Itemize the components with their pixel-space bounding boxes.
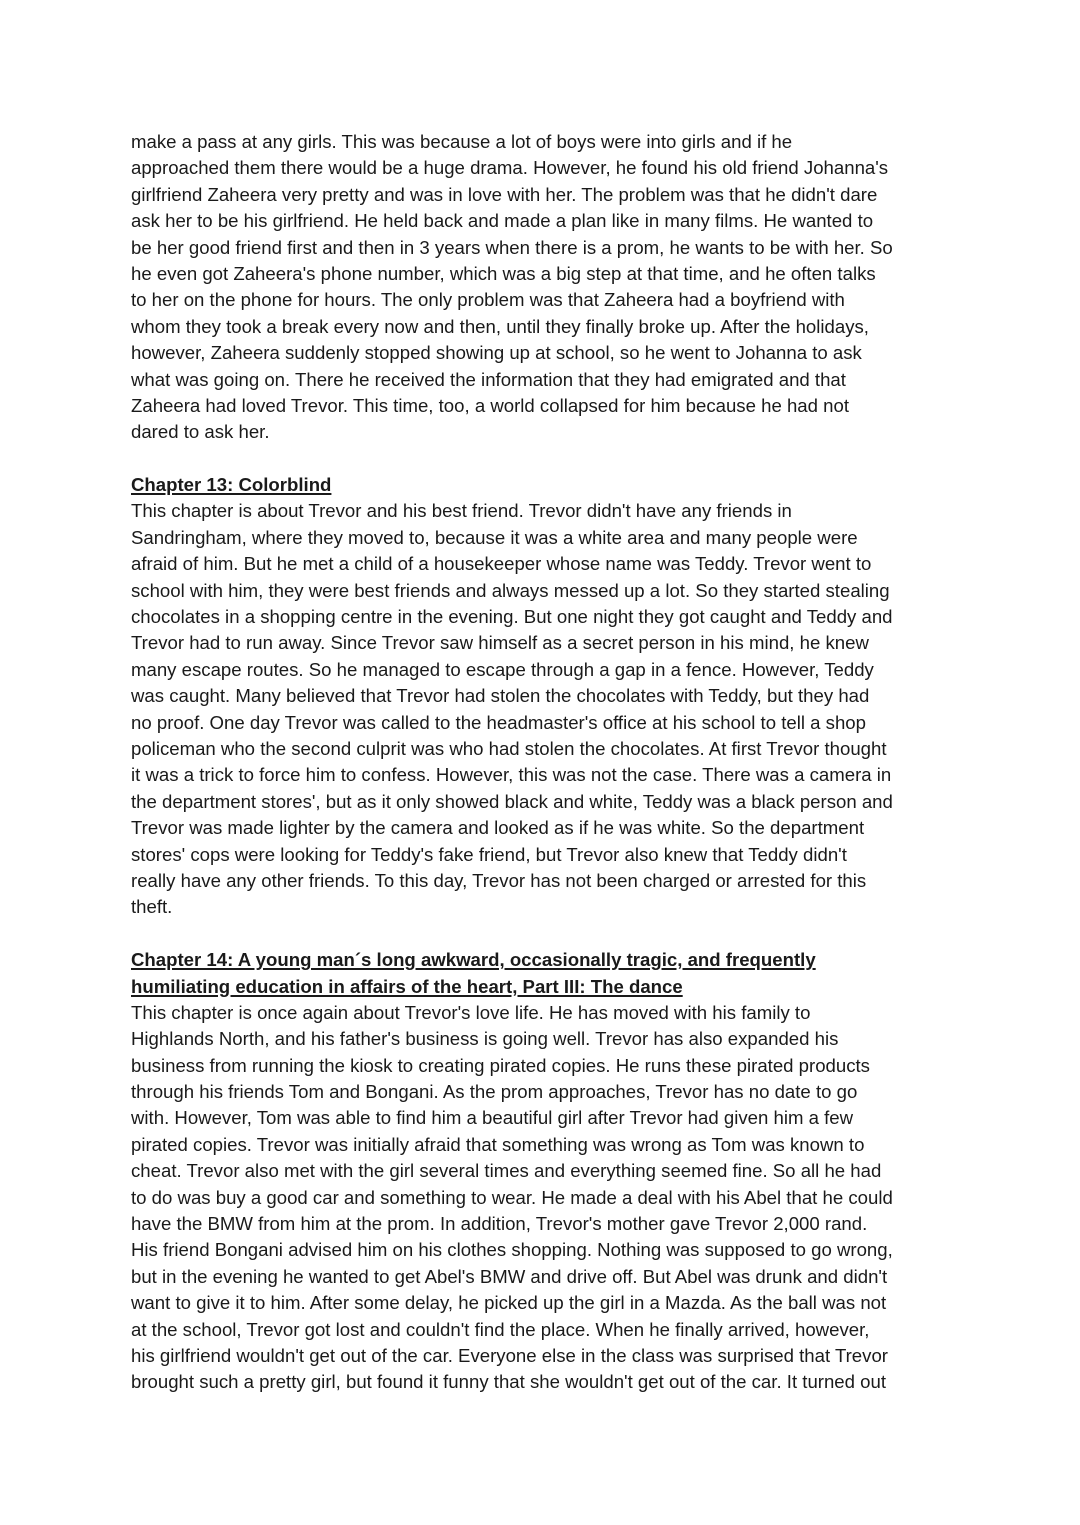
- paragraph-line: business from running the kiosk to creating pirated copies. He runs these pirated products: [131, 1054, 870, 1076]
- chapter-14-heading: [131, 947, 961, 1000]
- paragraph-line: Zaheera had loved Trevor. This time, too, a world collapsed for him because he had not: [131, 394, 849, 416]
- chapter-13-paragraph: [131, 498, 961, 920]
- paragraph-line: brought such a pretty girl, but found it funny that she wouldn't get out of the car. It turned out: [131, 1371, 887, 1393]
- paragraph-line: His friend Bongani advised him on his clothes shopping. Nothing was supposed to go wrong,: [131, 1239, 893, 1261]
- paragraph-line: Trevor was made lighter by the camera and looked as if he was white. So the department: [131, 817, 865, 839]
- paragraph-line: cheat. Trevor also met with the girl several times and everything seemed fine. So all he had: [131, 1160, 882, 1182]
- paragraph-line: This chapter is once again about Trevor's love life. He has moved with his family to: [131, 1001, 811, 1023]
- paragraph-line: whom they took a break every now and then, until they finally broke up. After the holidays,: [131, 315, 869, 337]
- paragraph-line: want to give it to him. After some delay, he picked up the girl in a Mazda. As the ball was not: [131, 1292, 887, 1314]
- document-page: [131, 129, 961, 1396]
- paragraph-line: with. However, Tom was able to find him a beautiful girl after Trevor had given him a few: [131, 1107, 854, 1129]
- paragraph-line: at the school, Trevor got lost and couldn't find the place. When he finally arrived, however,: [131, 1318, 870, 1340]
- paragraph-line: but in the evening he wanted to get Abel's BMW and drive off. But Abel was drunk and didn't: [131, 1265, 888, 1287]
- paragraph-line: many escape routes. So he managed to escape through a gap in a fence. However, Teddy: [131, 658, 874, 680]
- paragraph-line: be her good friend first and then in 3 years when there is a prom, he wants to be with her. So: [131, 236, 893, 258]
- paragraph-line: approached them there would be a huge drama. However, he found his old friend Johanna's: [131, 157, 889, 179]
- paragraph-line: through his friends Tom and Bongani. As the prom approaches, Trevor has no date to go: [131, 1081, 858, 1103]
- paragraph-line: it was a trick to force him to confess. However, this was not the case. There was a camera in: [131, 764, 892, 786]
- chapter-13-section: [131, 472, 961, 921]
- paragraph-line: make a pass at any girls. This was because a lot of boys were into girls and if he: [131, 131, 793, 152]
- paragraph-line: to her on the phone for hours. The only problem was that Zaheera had a boyfriend with: [131, 289, 845, 311]
- paragraph-line: chocolates in a shopping centre in the evening. But one night they got caught and Teddy and: [131, 606, 893, 628]
- paragraph-line: This chapter is about Trevor and his best friend. Trevor didn't have any friends in: [131, 500, 792, 522]
- heading-line: Chapter 14: A young man´s long awkward, occasionally tragic, and frequently: [131, 949, 816, 971]
- paragraph-line: what was going on. There he received the information that they had emigrated and that: [131, 368, 846, 390]
- chapter-13-heading: [131, 472, 961, 498]
- paragraph-spacer: [131, 446, 961, 472]
- paragraph-line: school with him, they were best friends and always messed up a lot. So they started stealing: [131, 579, 890, 601]
- paragraph-line: policeman who the second culprit was who had stolen the chocolates. At first Trevor thought: [131, 737, 887, 759]
- paragraph-line: he even got Zaheera's phone number, which was a big step at that time, and he often talks: [131, 262, 876, 284]
- chapter-14-paragraph: [131, 1000, 961, 1396]
- heading-line: Chapter 13: Colorblind: [131, 474, 332, 496]
- paragraph-line: Sandringham, where they moved to, because it was a white area and many people were: [131, 526, 858, 548]
- paragraph-line: no proof. One day Trevor was called to the headmaster's office at his school to tell a shop: [131, 711, 866, 733]
- paragraph-line: theft.: [131, 896, 173, 918]
- heading-line: humiliating education in affairs of the heart, Part III: The dance: [131, 975, 683, 997]
- paragraph-line: have the BMW from him at the prom. In addition, Trevor's mother gave Trevor 2,000 rand.: [131, 1213, 868, 1235]
- paragraph-line: really have any other friends. To this day, Trevor has not been charged or arrested for this: [131, 869, 867, 891]
- chapter-14-section: [131, 947, 961, 1396]
- paragraph-line: Highlands North, and his father's business is going well. Trevor has also expanded his: [131, 1028, 839, 1050]
- paragraph-line: the department stores', but as it only showed black and white, Teddy was a black person and: [131, 790, 893, 812]
- paragraph-line: Trevor had to run away. Since Trevor saw himself as a secret person in his mind, he knew: [131, 632, 869, 654]
- paragraph-line: ask her to be his girlfriend. He held back and made a plan like in many films. He wanted to: [131, 210, 874, 232]
- intro-paragraph: [131, 129, 961, 446]
- paragraph-line: to do was buy a good car and something to wear. He made a deal with his Abel that he could: [131, 1186, 893, 1208]
- paragraph-line: stores' cops were looking for Teddy's fake friend, but Trevor also knew that Teddy didn't: [131, 843, 847, 865]
- paragraph-line: dared to ask her.: [131, 421, 270, 443]
- paragraph-line: afraid of him. But he met a child of a housekeeper whose name was Teddy. Trevor went to: [131, 553, 872, 575]
- paragraph-line: his girlfriend wouldn't get out of the car. Everyone else in the class was surprised that Trevor: [131, 1344, 888, 1366]
- paragraph-line: pirated copies. Trevor was initially afraid that something was wrong as Tom was known to: [131, 1133, 865, 1155]
- paragraph-spacer: [131, 921, 961, 947]
- paragraph-line: was caught. Many believed that Trevor had stolen the chocolates with Teddy, but they had: [131, 685, 870, 707]
- paragraph-line: girlfriend Zaheera very pretty and was in love with her. The problem was that he didn't dare: [131, 183, 878, 205]
- paragraph-line: however, Zaheera suddenly stopped showing up at school, so he went to Johanna to ask: [131, 342, 862, 364]
